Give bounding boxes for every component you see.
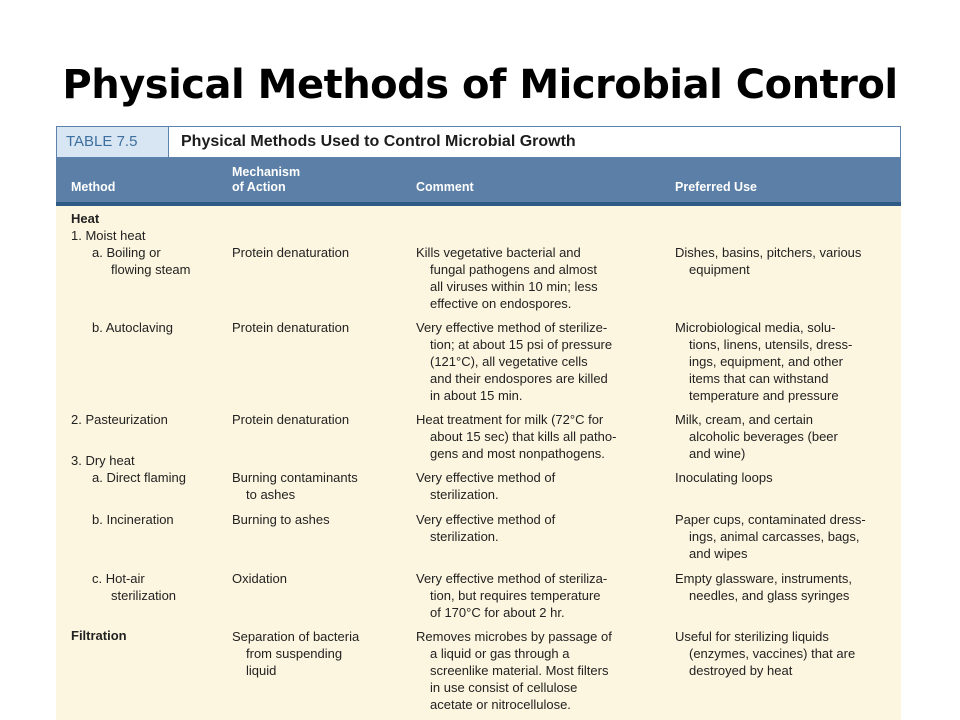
physical-methods-table	[56, 126, 901, 720]
cell-use-r3-l0: Inoculating loops	[675, 470, 773, 485]
cell-use-r5-l1: needles, and glass syringes	[689, 588, 850, 603]
cell-comment-r5-l0: Very effective method of steriliza-	[416, 571, 608, 586]
table-caption	[56, 126, 901, 158]
table-title: Physical Methods Used to Control Microbial Growth	[181, 133, 576, 150]
cell-mechanism-r3-l1: to ashes	[246, 487, 296, 502]
cell-comment-r6-l1: a liquid or gas through a	[430, 646, 570, 661]
header-mechanism-line2: of Action	[232, 180, 286, 194]
cell-use-r2-l0: Milk, cream, and certain	[675, 412, 813, 427]
cell-comment-r2-l0: Heat treatment for milk (72°C for	[416, 412, 604, 427]
cell-comment-r4-l0: Very effective method of	[416, 512, 556, 527]
cell-use-r1-l1: tions, linens, utensils, dress-	[689, 337, 853, 352]
cell-use-r6-l0: Useful for sterilizing liquids	[675, 629, 829, 644]
cell-comment-r1-l2: (121°C), all vegetative cells	[430, 354, 588, 369]
cell-use-r0-l0: Dishes, basins, pitchers, various	[675, 245, 862, 260]
cell-mechanism-r2-l0: Protein denaturation	[232, 412, 350, 427]
cell-mechanism-r4-l0: Burning to ashes	[232, 512, 330, 527]
cell-comment-r1-l3: and their endospores are killed	[430, 371, 608, 386]
cell-comment-r6-l3: in use consist of cellulose	[430, 680, 578, 695]
cell-mechanism-r3-l0: Burning contaminants	[232, 470, 358, 485]
header-comment: Comment	[416, 180, 474, 194]
cell-method-r2-l0: 2. Pasteurization	[71, 412, 168, 427]
header-preferred-use: Preferred Use	[675, 180, 757, 194]
cell-method-r3-l0: a. Direct flaming	[92, 470, 186, 485]
cell-use-r1-l2: ings, equipment, and other	[689, 354, 843, 369]
cell-mechanism-r6-l1: from suspending	[246, 646, 343, 661]
cell-comment-r6-l0: Removes microbes by passage of	[416, 629, 612, 644]
cell-comment-r6-l2: screenlike material. Most filters	[430, 663, 609, 678]
cell-comment-r5-l2: of 170°C for about 2 hr.	[430, 605, 565, 620]
cell-method-r5-l1: sterilization	[111, 588, 177, 603]
cell-comment-r3-l0: Very effective method of	[416, 470, 556, 485]
table-number: TABLE 7.5	[57, 127, 169, 157]
cell-mechanism-r5-l0: Oxidation	[232, 571, 287, 586]
cell-use-r1-l3: items that can withstand	[689, 371, 829, 386]
cell-method-r1-l0: b. Autoclaving	[92, 320, 173, 335]
cell-comment-r0-l3: effective on endospores.	[430, 296, 572, 311]
section-heat: Heat	[71, 211, 100, 226]
cell-use-r1-l0: Microbiological media, solu-	[675, 320, 836, 335]
cell-comment-r1-l0: Very effective method of sterilize-	[416, 320, 608, 335]
cell-use-r6-l2: destroyed by heat	[689, 663, 793, 678]
cell-use-r1-l4: temperature and pressure	[689, 388, 839, 403]
cell-use-r4-l1: ings, animal carcasses, bags,	[689, 529, 860, 544]
cell-method-r0-l0: a. Boiling or	[92, 245, 161, 260]
cell-use-r4-l2: and wipes	[689, 546, 748, 561]
section-filtration: Filtration	[71, 628, 127, 643]
cell-comment-r2-l1: about 15 sec) that kills all patho-	[430, 429, 617, 444]
cell-mechanism-r0-l0: Protein denaturation	[232, 245, 350, 260]
cell-mechanism-r1-l0: Protein denaturation	[232, 320, 350, 335]
cell-use-r2-l2: and wine)	[689, 446, 746, 461]
cell-method-r5-l0: c. Hot-air	[92, 571, 145, 586]
cell-comment-r4-l1: sterilization.	[430, 529, 499, 544]
slide-title: Physical Methods of Microbial Control	[62, 62, 898, 108]
cell-mechanism-r6-l2: liquid	[246, 663, 277, 678]
cell-comment-r0-l1: fungal pathogens and almost	[430, 262, 597, 277]
cell-comment-r6-l4: acetate or nitrocellulose.	[430, 697, 571, 712]
cell-use-r2-l1: alcoholic beverages (beer	[689, 429, 838, 444]
subsection-moist-heat: 1. Moist heat	[71, 228, 146, 243]
cell-comment-r1-l4: in about 15 min.	[430, 388, 523, 403]
cell-use-r6-l1: (enzymes, vaccines) that are	[689, 646, 856, 661]
cell-use-r4-l0: Paper cups, contaminated dress-	[675, 512, 866, 527]
header-method: Method	[71, 180, 116, 194]
cell-method-r4-l0: b. Incineration	[92, 512, 174, 527]
cell-mechanism-r6-l0: Separation of bacteria	[232, 629, 360, 644]
cell-comment-r5-l1: tion, but requires temperature	[430, 588, 601, 603]
cell-use-r5-l0: Empty glassware, instruments,	[675, 571, 853, 586]
table-header-row	[56, 158, 901, 206]
cell-comment-r3-l1: sterilization.	[430, 487, 499, 502]
cell-comment-r2-l2: gens and most nonpathogens.	[430, 446, 605, 461]
header-mechanism-line1: Mechanism	[232, 165, 301, 179]
cell-method-r0-l1: flowing steam	[111, 262, 191, 277]
subsection-dry-heat: 3. Dry heat	[71, 453, 135, 468]
cell-comment-r0-l2: all viruses within 10 min; less	[430, 279, 598, 294]
cell-use-r0-l1: equipment	[689, 262, 750, 277]
cell-comment-r0-l0: Kills vegetative bacterial and	[416, 245, 581, 260]
cell-comment-r1-l1: tion; at about 15 psi of pressure	[430, 337, 613, 352]
